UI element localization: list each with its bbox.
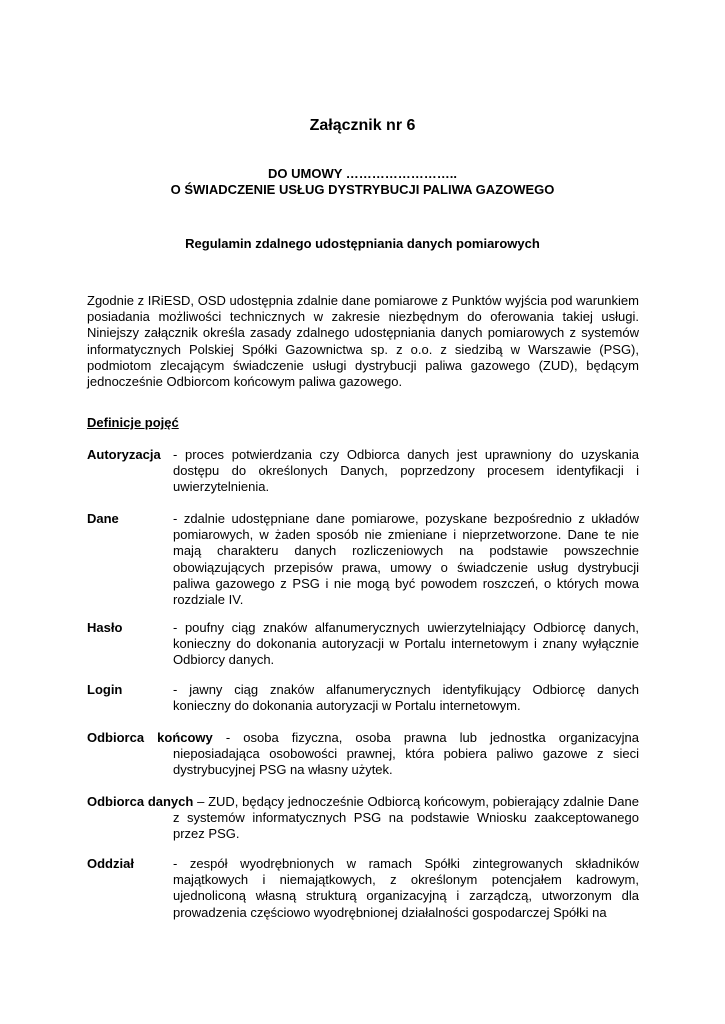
definition-term: Odbiorca danych bbox=[87, 794, 194, 809]
definition-odbiorca-koncowy bbox=[87, 730, 639, 779]
definition-text: - osoba fizyczna, osoba prawna lub jednostka organizacyjna nieposiadająca osobowości prawnej, która pobiera paliwo gazowe z sieci dystrybucyjnej PSG na własny użytek. bbox=[173, 730, 639, 778]
intro-paragraph: Zgodnie z IRiESD, OSD udostępnia zdalnie dane pomiarowe z Punktów wyjścia pod warunkiem posiadania możliwości technicznych w zakresie niezbędnym do oferowania takiej usługi. Niniejszy załącznik określa zasady zdalnego udostępniania danych pomiarowych z systemów informatycznych Polskiej Spółki Gazownictwa sp. z o.o. z siedzibą w Warszawie (PSG), podmiotom zlecającym świadczenie usługi dystrybucji paliwa gazowego (ZUD), będącym jednocześnie Odbiorcom końcowym paliwa gazowego. bbox=[87, 293, 639, 390]
contract-line-1: DO UMOWY …………………….. bbox=[268, 166, 457, 181]
definition-autoryzacja bbox=[87, 447, 639, 496]
definitions-heading: Definicje pojęć bbox=[87, 415, 179, 430]
contract-line-2: O ŚWIADCZENIE USŁUG DYSTRYBUCJI PALIWA GAZOWEGO bbox=[170, 182, 555, 197]
definition-text: - zdalnie udostępniane dane pomiarowe, pozyskane bezpośrednio z układów pomiarowych, w żaden sposób nie zmieniane i nieprzetworzone. Dane te nie mają charakteru danych rozliczeniowych na podstawie powszechnie obowiązujących przepisów prawa, umowy o świadczenie usług dystrybucji paliwa gazowego z PSG i nie mogą być powodem roszczeń, o których mowa rozdziale IV. bbox=[173, 511, 639, 608]
definition-term: Hasło bbox=[87, 620, 123, 635]
definition-term: Login bbox=[87, 682, 123, 697]
definition-text: - jawny ciąg znaków alfanumerycznych identyfikujący Odbiorcę danych konieczny do dokonania autoryzacji w Portalu internetowym. bbox=[173, 682, 639, 714]
definition-text: - proces potwierdzania czy Odbiorca danych jest uprawniony do uzyskania dostępu do określonych Danych, poprzedzony procesem identyfikacji i uwierzytelnienia. bbox=[173, 447, 639, 495]
definition-odbiorca-danych bbox=[87, 794, 639, 843]
page-title: Załącznik nr 6 bbox=[309, 117, 416, 134]
definition-term: Autoryzacja bbox=[87, 447, 161, 462]
definition-oddzial bbox=[87, 856, 639, 921]
definition-term: Odbiorca końcowy bbox=[87, 730, 213, 745]
definition-text: – ZUD, będący jednocześnie Odbiorcą końcowym, pobierający zdalnie Dane z systemów informatycznych PSG na podstawie Wniosku zaakceptowanego przez PSG. bbox=[173, 794, 639, 842]
definition-dane bbox=[87, 511, 639, 608]
definition-haslo bbox=[87, 620, 639, 669]
definition-term: Dane bbox=[87, 511, 119, 526]
definition-text: - zespół wyodrębnionych w ramach Spółki zintegrowanych składników majątkowych i niemajątkowych, z określonym potencjałem kadrowym, ujednoliconą własną strukturą organizacyjną i zarządczą, utworzonym dla prowadzenia częściowo wyodrębnionej działalności gospodarczej Spółki na bbox=[173, 856, 639, 920]
regulation-title: Regulamin zdalnego udostępniania danych pomiarowych bbox=[185, 236, 540, 251]
definition-text: - poufny ciąg znaków alfanumerycznych uwierzytelniający Odbiorcę danych, konieczny do dokonania autoryzacji w Portalu internetowym i znany wyłącznie Odbiorcy danych. bbox=[173, 620, 639, 668]
definition-term: Oddział bbox=[87, 856, 134, 871]
definition-login bbox=[87, 682, 639, 714]
